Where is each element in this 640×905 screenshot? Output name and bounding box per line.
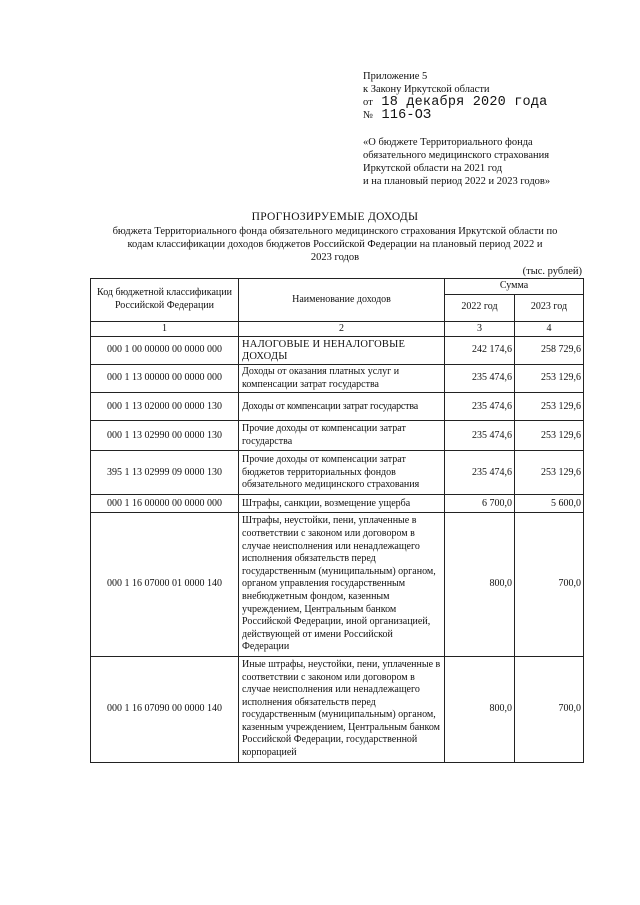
date-prefix: от xyxy=(363,97,374,108)
document-subtitle xyxy=(90,225,580,264)
row-name: Доходы от оказания платных услуг и компенсации затрат государства xyxy=(239,365,445,393)
column-number: 1 xyxy=(91,321,239,337)
row-value-2022: 235 474,6 xyxy=(445,393,515,421)
date-value: 18 декабря 2020 года xyxy=(381,95,548,110)
row-value-2023: 253 129,6 xyxy=(515,393,584,421)
row-name: НАЛОГОВЫЕ И НЕНАЛОГОВЫЕ ДОХОДЫ xyxy=(239,337,445,365)
table-row xyxy=(91,393,584,421)
column-number: 2 xyxy=(239,321,445,337)
number-prefix: № xyxy=(363,110,374,121)
header-year-2023: 2023 год xyxy=(515,294,584,321)
row-code: 000 1 16 07000 01 0000 140 xyxy=(91,513,239,657)
row-value-2022: 235 474,6 xyxy=(445,365,515,393)
subject-line: «О бюджете Территориального фонда xyxy=(363,137,533,148)
row-value-2023: 700,0 xyxy=(515,656,584,762)
table-row xyxy=(91,421,584,451)
row-value-2022: 800,0 xyxy=(445,656,515,762)
row-name: Штрафы, неустойки, пени, уплаченные в соответствии с законом или договором в случае неисполнения или ненадлежащего исполнения обязательств перед государственным (муниципальным) органом, органом управления государственным внебюджетным фондом, казенным учреждением, Центральным банком Российской Федерации, иной организацией, действующей от имени Российской Федерации xyxy=(239,513,445,657)
income-table xyxy=(90,278,584,763)
table-row xyxy=(91,365,584,393)
row-code: 000 1 13 02000 00 0000 130 xyxy=(91,393,239,421)
row-value-2022: 235 474,6 xyxy=(445,451,515,495)
number-value: 116-ОЗ xyxy=(381,108,432,123)
law-number xyxy=(363,109,603,122)
row-code: 000 1 16 07090 00 0000 140 xyxy=(91,656,239,762)
column-number: 3 xyxy=(445,321,515,337)
row-value-2023: 253 129,6 xyxy=(515,451,584,495)
row-value-2022: 6 700,0 xyxy=(445,495,515,513)
appendix-label: Приложение 5 xyxy=(363,71,428,82)
table-row xyxy=(91,337,584,365)
header-code: Код бюджетной классификации Российской Федерации xyxy=(91,279,239,322)
subtitle-line: бюджета Территориального фонда обязательного медицинского страхования Иркутской области по xyxy=(112,226,558,237)
law-reference: к Закону Иркутской области xyxy=(363,84,490,95)
row-value-2023: 258 729,6 xyxy=(515,337,584,365)
header-name: Наименование доходов xyxy=(239,279,445,322)
units-label: (тыс. рублей) xyxy=(522,266,582,277)
row-value-2023: 253 129,6 xyxy=(515,421,584,451)
row-value-2023: 700,0 xyxy=(515,513,584,657)
row-code: 000 1 13 00000 00 0000 000 xyxy=(91,365,239,393)
row-code: 000 1 13 02990 00 0000 130 xyxy=(91,421,239,451)
table-row xyxy=(91,495,584,513)
table-row xyxy=(91,656,584,762)
row-name: Штрафы, санкции, возмещение ущерба xyxy=(239,495,445,513)
row-code: 395 1 13 02999 09 0000 130 xyxy=(91,451,239,495)
row-value-2023: 253 129,6 xyxy=(515,365,584,393)
subject-line: обязательного медицинского страхования xyxy=(363,150,550,161)
row-value-2022: 235 474,6 xyxy=(445,421,515,451)
subtitle-line: 2023 годов xyxy=(310,252,360,263)
row-value-2023: 5 600,0 xyxy=(515,495,584,513)
row-name: Прочие доходы от компенсации затрат государства xyxy=(239,421,445,451)
column-number: 4 xyxy=(515,321,584,337)
document-title: ПРОГНОЗИРУЕМЫЕ ДОХОДЫ xyxy=(251,211,419,223)
header-year-2022: 2022 год xyxy=(445,294,515,321)
table-row xyxy=(91,451,584,495)
subject-line: Иркутской области на 2021 год xyxy=(363,163,503,174)
row-value-2022: 800,0 xyxy=(445,513,515,657)
subject-line: и на плановый период 2022 и 2023 годов» xyxy=(363,176,551,187)
row-name: Доходы от компенсации затрат государства xyxy=(239,393,445,421)
table-row xyxy=(91,513,584,657)
header-sum: Сумма xyxy=(445,279,584,295)
row-code: 000 1 00 00000 00 0000 000 xyxy=(91,337,239,365)
row-name: Иные штрафы, неустойки, пени, уплаченные в соответствии с законом или договором в случае неисполнения или ненадлежащего исполнения обязательств перед государственным (муниципальным) органом, казенным учреждением, Центральным банком Российской Федерации, государственной корпорацией xyxy=(239,656,445,762)
appendix-header xyxy=(363,70,603,188)
row-name: Прочие доходы от компенсации затрат бюджетов территориальных фондов обязательного медицинского страхования xyxy=(239,451,445,495)
row-value-2022: 242 174,6 xyxy=(445,337,515,365)
subtitle-line: кодам классификации доходов бюджетов Российской Федерации на плановый период 2022 и xyxy=(127,239,543,250)
row-code: 000 1 16 00000 00 0000 000 xyxy=(91,495,239,513)
